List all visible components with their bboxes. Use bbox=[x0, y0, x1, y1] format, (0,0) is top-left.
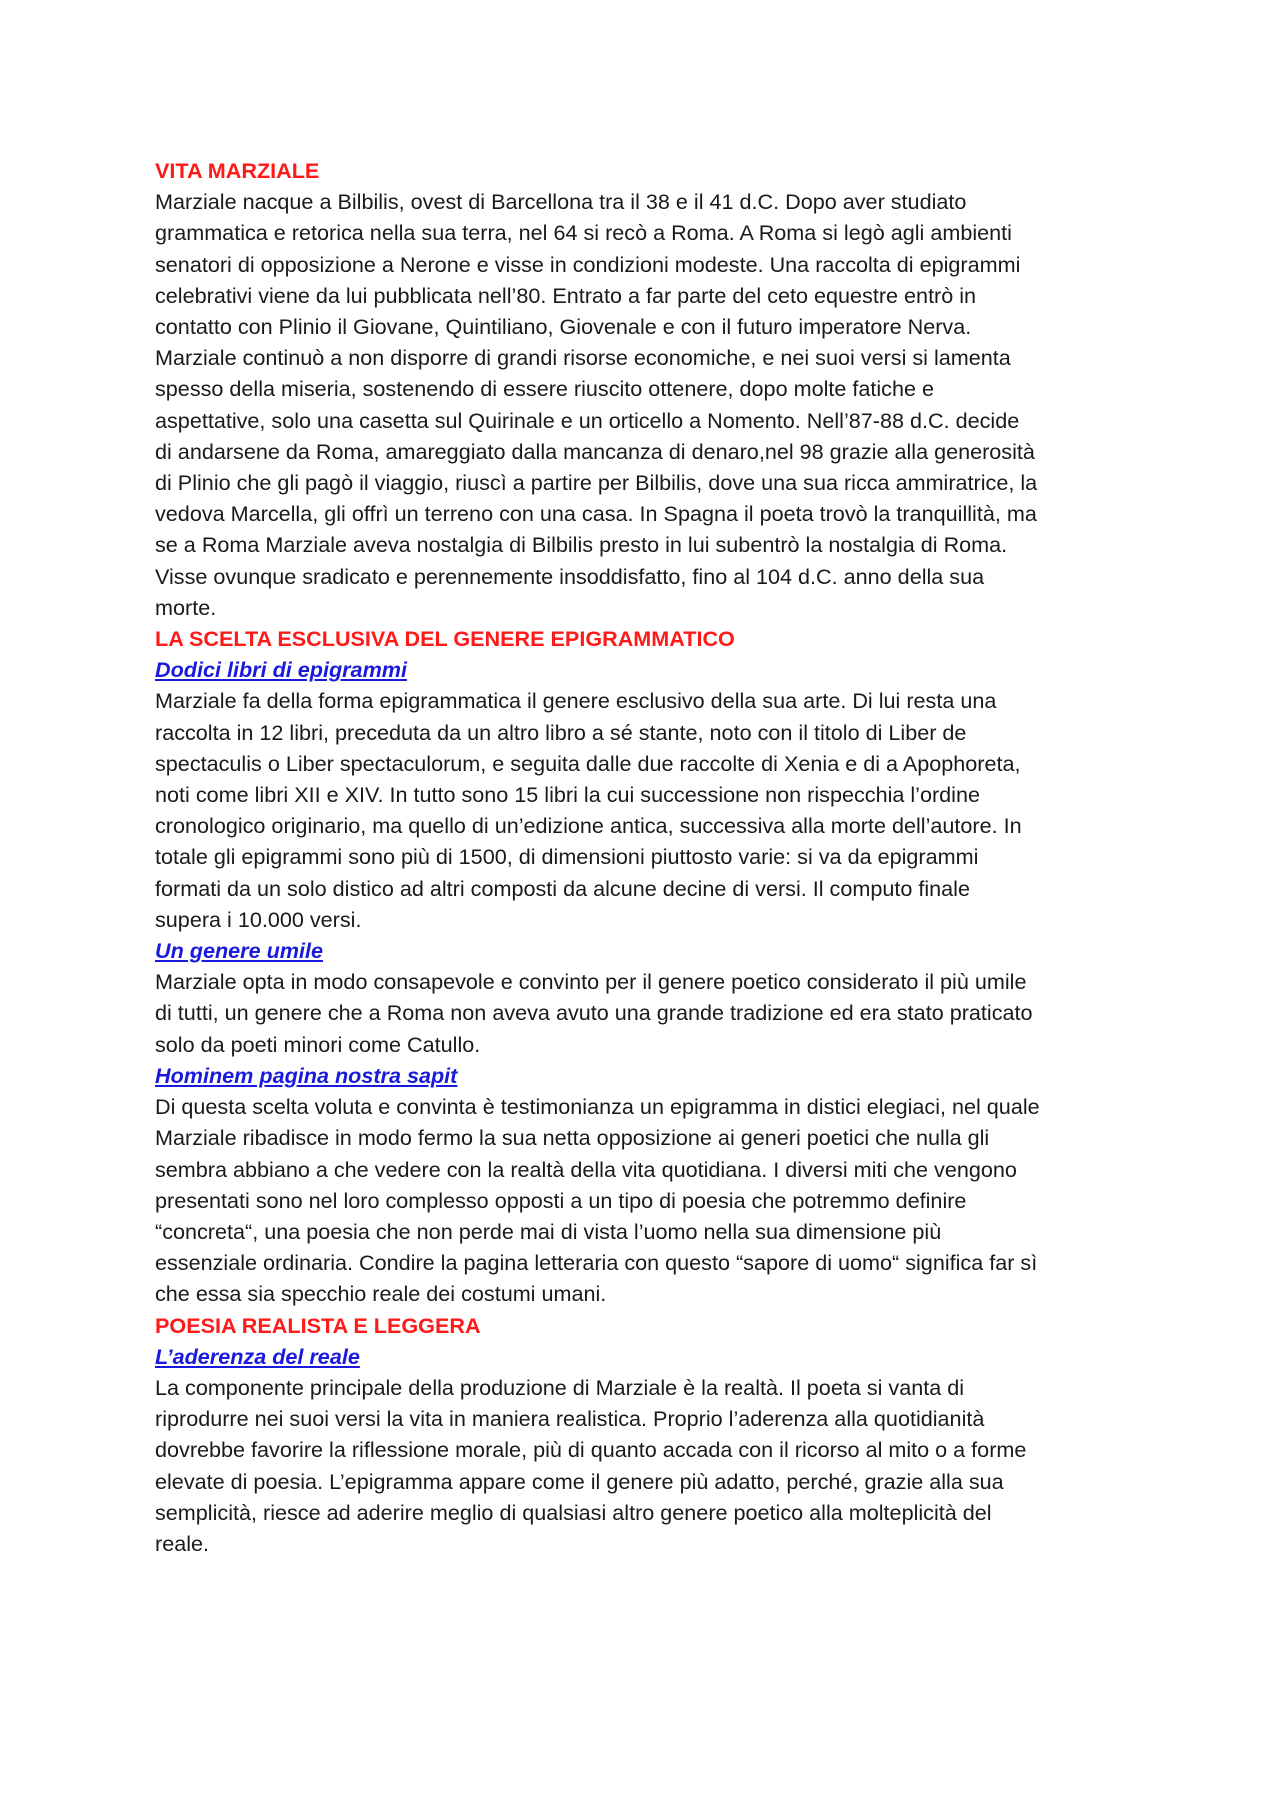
subsection-title-hominem-pagina: Hominem pagina nostra sapit bbox=[155, 1062, 458, 1088]
document-page bbox=[155, 155, 1135, 1559]
text-line: formati da un solo distico ad altri composti da alcune decine di versi. Il computo finale bbox=[155, 875, 970, 901]
text-line: essenziale ordinaria. Condire la pagina letteraria con questo “sapore di uomo“ significa far sì bbox=[155, 1250, 1038, 1276]
paragraph-hominem-pagina bbox=[155, 1091, 1135, 1309]
text-line: di Plinio che gli pagò il viaggio, riuscì a partire per Bilbilis, dove una sua ricca ammiratrice, la bbox=[155, 470, 1038, 496]
text-line: La componente principale della produzione di Marziale è la realtà. Il poeta si vanta di bbox=[155, 1374, 965, 1400]
text-line: vedova Marcella, gli offrì un terreno con una casa. In Spagna il poeta trovò la tranquillità, ma bbox=[155, 501, 1037, 527]
text-line: “concreta“, una poesia che non perde mai di vista l’uomo nella sua dimensione più bbox=[155, 1218, 942, 1244]
section-title-poesia-realista: POESIA REALISTA E LEGGERA bbox=[155, 1312, 481, 1338]
text-line: riprodurre nei suoi versi la vita in maniera realistica. Proprio l’aderenza alla quotidianità bbox=[155, 1406, 985, 1432]
text-line: elevate di poesia. L’epigramma appare come il genere più adatto, perché, grazie alla sua bbox=[155, 1468, 1004, 1494]
text-line: che essa sia specchio reale dei costumi umani. bbox=[155, 1281, 607, 1307]
text-line: reale. bbox=[155, 1530, 210, 1556]
text-line: sembra abbiano a che vedere con la realtà della vita quotidiana. I diversi miti che vengono bbox=[155, 1156, 1017, 1182]
paragraph-vita-marziale bbox=[155, 186, 1135, 623]
section-title-genere-epigrammatico: LA SCELTA ESCLUSIVA DEL GENERE EPIGRAMMATICO bbox=[155, 626, 735, 652]
paragraph-genere-umile bbox=[155, 966, 1135, 1060]
text-line: dovrebbe favorire la riflessione morale, più di quanto accada con il ricorso al mito o a forme bbox=[155, 1437, 1027, 1463]
text-line: supera i 10.000 versi. bbox=[155, 906, 362, 932]
text-line: Marziale opta in modo consapevole e convinto per il genere poetico considerato il più umile bbox=[155, 969, 1027, 995]
text-line: spectaculis o Liber spectaculorum, e seguita dalle due raccolte di Xenia e di a Apophoreta, bbox=[155, 750, 1021, 776]
text-line: presentati sono nel loro complesso opposti a un tipo di poesia che potremmo definire bbox=[155, 1187, 967, 1213]
text-line: solo da poeti minori come Catullo. bbox=[155, 1031, 481, 1057]
text-line: grammatica e retorica nella sua terra, nel 64 si recò a Roma. A Roma si legò agli ambienti bbox=[155, 220, 1012, 246]
text-line: Marziale nacque a Bilbilis, ovest di Barcellona tra il 38 e il 41 d.C. Dopo aver studiato bbox=[155, 189, 967, 215]
text-line: cronologico originario, ma quello di un’edizione antica, successiva alla morte dell’autore. In bbox=[155, 813, 1022, 839]
text-line: Marziale continuò a non disporre di grandi risorse economiche, e nei suoi versi si lamenta bbox=[155, 345, 1011, 371]
text-line: morte. bbox=[155, 594, 217, 620]
text-line: celebrativi viene da lui pubblicata nell’80. Entrato a far parte del ceto equestre entrò in bbox=[155, 282, 977, 308]
text-line: Marziale ribadisce in modo fermo la sua netta opposizione ai generi poetici che nulla gli bbox=[155, 1125, 990, 1151]
section-title-vita-marziale: VITA MARZIALE bbox=[155, 158, 320, 183]
subsection-title-dodici-libri: Dodici libri di epigrammi bbox=[155, 657, 407, 683]
text-line: totale gli epigrammi sono più di 1500, di dimensioni piuttosto varie: si va da epigrammi bbox=[155, 844, 979, 870]
subsection-title-genere-umile: Un genere umile bbox=[155, 938, 323, 964]
text-line: Visse ovunque sradicato e perennemente insoddisfatto, fino al 104 d.C. anno della sua bbox=[155, 563, 985, 589]
paragraph-dodici-libri bbox=[155, 685, 1135, 935]
paragraph-aderenza-reale bbox=[155, 1372, 1135, 1559]
text-line: Di questa scelta voluta e convinta è testimonianza un epigramma in distici elegiaci, nel quale bbox=[155, 1094, 1040, 1120]
text-line: se a Roma Marziale aveva nostalgia di Bilbilis presto in lui subentrò la nostalgia di Roma. bbox=[155, 532, 1008, 558]
text-line: contatto con Plinio il Giovane, Quintiliano, Giovenale e con il futuro imperatore Nerva. bbox=[155, 314, 972, 340]
text-line: Marziale fa della forma epigrammatica il genere esclusivo della sua arte. Di lui resta una bbox=[155, 688, 997, 714]
text-line: senatori di opposizione a Nerone e visse in condizioni modeste. Una raccolta di epigrammi bbox=[155, 251, 1021, 277]
text-line: semplicità, riesce ad aderire meglio di qualsiasi altro genere poetico alla molteplicità del bbox=[155, 1499, 992, 1525]
text-line: raccolta in 12 libri, preceduta da un altro libro a sé stante, noto con il titolo di Liber de bbox=[155, 719, 967, 745]
text-line: aspettative, solo una casetta sul Quirinale e un orticello a Nomento. Nell’87-88 d.C. decide bbox=[155, 407, 1020, 433]
subsection-title-aderenza-reale: L’aderenza del reale bbox=[155, 1343, 360, 1369]
text-line: noti come libri XII e XIV. In tutto sono 15 libri la cui successione non rispecchia l’ordine bbox=[155, 782, 981, 808]
text-line: di tutti, un genere che a Roma non aveva avuto una grande tradizione ed era stato praticato bbox=[155, 1000, 1033, 1026]
text-line: spesso della miseria, sostenendo di essere riuscito ottenere, dopo molte fatiche e bbox=[155, 376, 935, 402]
text-line: di andarsene da Roma, amareggiato dalla mancanza di denaro,nel 98 grazie alla generosità bbox=[155, 438, 1035, 464]
